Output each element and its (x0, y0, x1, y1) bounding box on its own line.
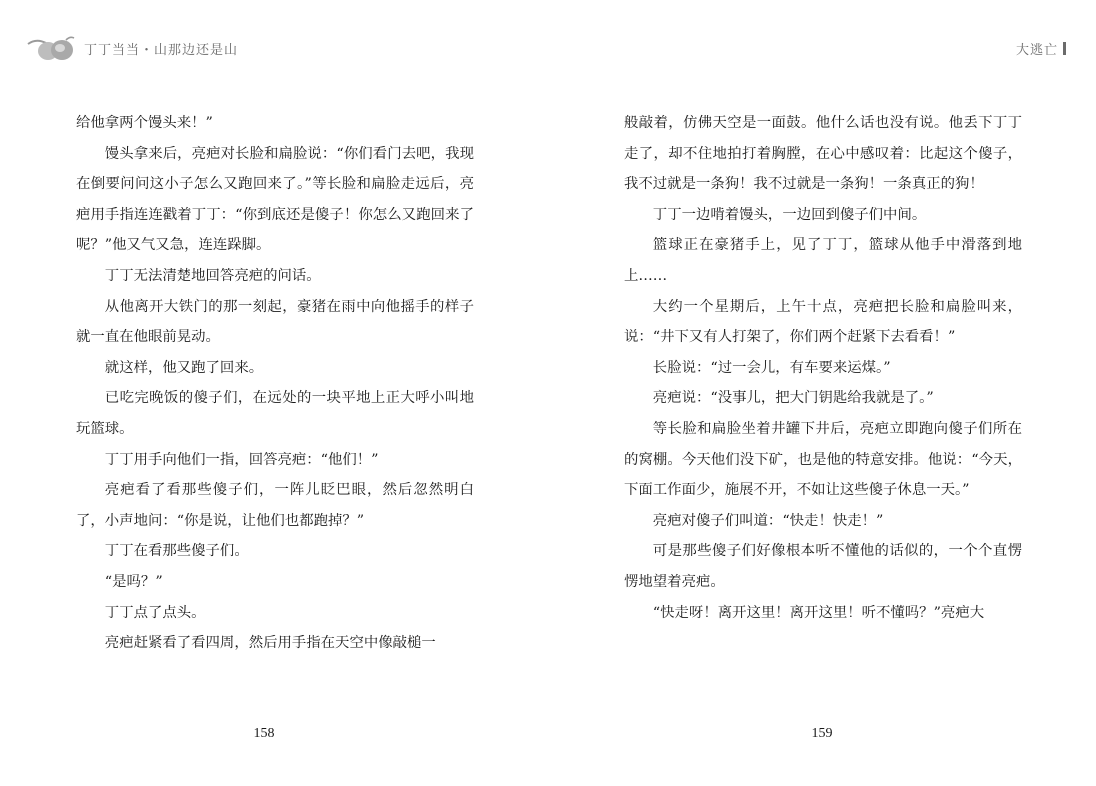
paragraph: 等长脸和扁脸坐着井罐下井后，亮疤立即跑向傻子们所在的窝棚。今天他们没下矿，也是他的特意安排。他说：“今天，下面工作面少，施展不开，不如让这些傻子休息一天。” (624, 420, 1022, 499)
paragraph: 从他离开大铁门的那一刻起，豪猪在雨中向他摇手的样子就一直在他眼前晃动。 (76, 298, 474, 346)
paragraph: “是吗？” (104, 573, 163, 590)
paragraph: 长脸说：“过一会儿，有车要来运煤。” (652, 359, 891, 376)
paragraph: “快走呀！离开这里！离开这里！听不懂吗？”亮疤大 (652, 604, 985, 621)
right-page-body (624, 108, 1022, 628)
header-bar-icon (1063, 42, 1066, 55)
paragraph: 丁丁用手向他们一指，回答亮疤：“他们！” (104, 451, 379, 468)
paragraph: 就这样，他又跑了回来。 (104, 359, 264, 376)
paragraph: 丁丁在看那些傻子们。 (104, 543, 249, 560)
chapter-title: 大逃亡 (1015, 42, 1058, 58)
running-header-right (1016, 34, 1066, 62)
paragraph: 可是那些傻子们好像根本听不懂他的话似的，一个个直愣愣地望着亮疤。 (624, 543, 1022, 590)
paragraph: 般敲着，仿佛天空是一面鼓。他什么话也没有说。他丢下丁丁走了，却不住地拍打着胸膛，在心中感叹着：比起这个傻子，我不过就是一条狗！我不过就是一条狗！一条真正的狗！ (624, 115, 1022, 193)
paragraph: 亮疤说：“没事儿，把大门钥匙给我就是了。” (652, 390, 934, 407)
paragraph: 亮疤看了看那些傻子们，一阵儿眨巴眼，然后忽然明白了，小声地问：“你是说，让他们也都跑掉？” (76, 482, 474, 529)
paragraph: 亮疤对傻子们叫道：“快走！快走！” (652, 512, 884, 529)
gourd-logo-icon (26, 34, 78, 62)
paragraph: 篮球正在豪猪手上，见了丁丁，篮球从他手中滑落到地上…… (624, 237, 1022, 284)
paragraph: 丁丁点了点头。 (104, 604, 206, 621)
right-page (548, 0, 1096, 786)
paragraph: 大约一个星期后，上午十点，亮疤把长脸和扁脸叫来，说：“井下又有人打架了，你们两个赶紧下去看看！” (624, 298, 1022, 346)
paragraph: 丁丁无法清楚地回答亮疤的问话。 (104, 267, 321, 284)
paragraph: 给他拿两个馒头来！” (76, 115, 213, 131)
paragraph: 已吃完晚饭的傻子们，在远处的一块平地上正大呼小叫地玩篮球。 (76, 390, 474, 437)
paragraph: 亮疤赶紧看了看四周，然后用手指在天空中像敲槌一 (104, 635, 436, 652)
left-page-body (76, 108, 474, 659)
book-title: 丁丁当当・山那边还是山 (84, 42, 239, 58)
page-number: 158 (253, 726, 275, 741)
page-number: 159 (811, 726, 833, 741)
paragraph: 馒头拿来后，亮疤对长脸和扁脸说：“你们看门去吧，我现在倒要问问这小子怎么又跑回来了。”等长脸和扁脸走远后，亮疤用手指连连戳着丁丁：“你到底还是傻子！你怎么又跑回来了呢？”他又气又急，连连跺脚。 (76, 145, 474, 254)
running-header-left (26, 34, 238, 62)
paragraph: 丁丁一边啃着馒头，一边回到傻子们中间。 (652, 206, 927, 223)
